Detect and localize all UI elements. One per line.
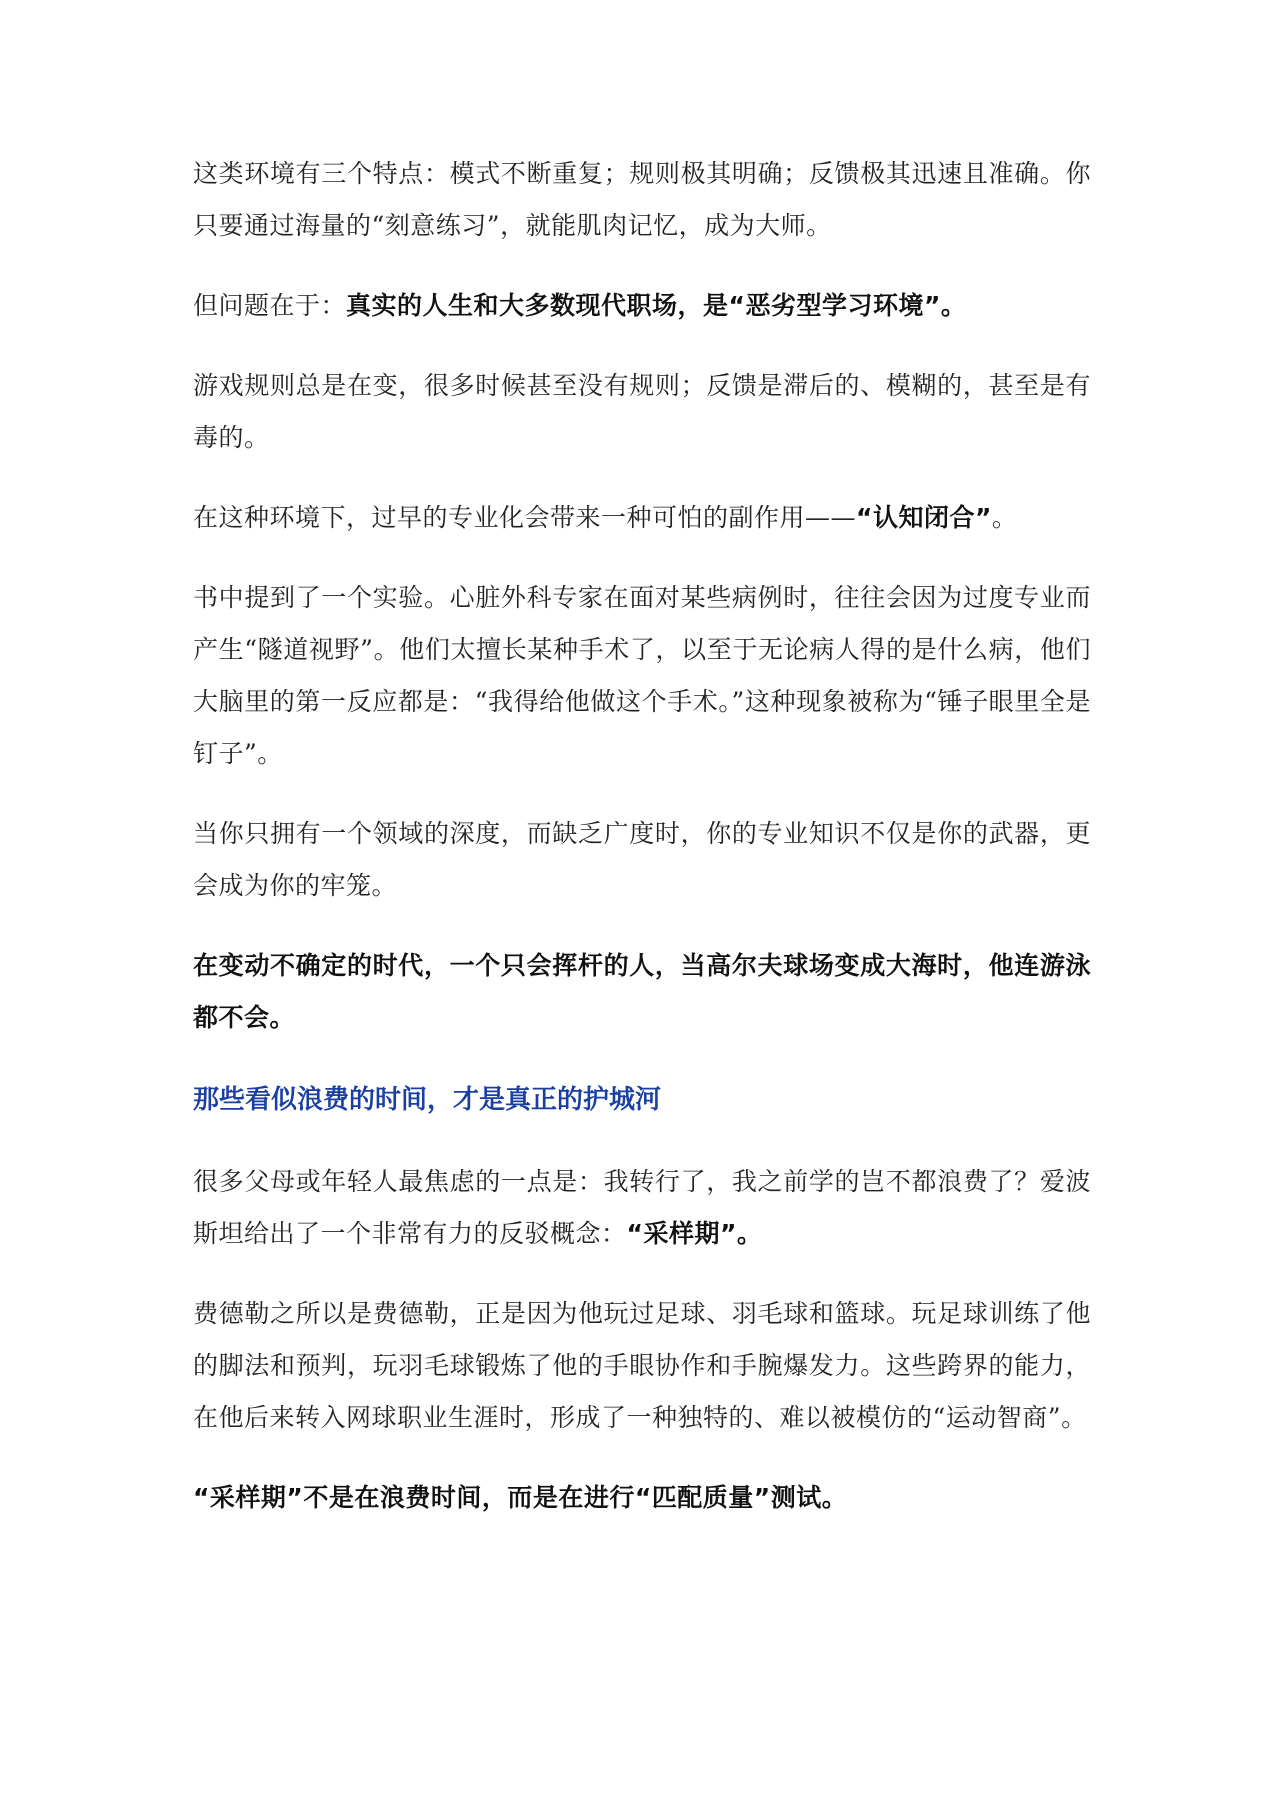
article-body	[193, 148, 1091, 1552]
paragraph-text: 游戏规则总是在变，很多时候甚至没有规则；反馈是滞后的、模糊的，甚至是有毒的。	[193, 371, 1091, 452]
paragraph-text: 当你只拥有一个领域的深度，而缺乏广度时，你的专业知识不仅是你的武器，更会成为你的牢笼。	[193, 819, 1091, 900]
emphasis-text: “采样期”不是在浪费时间，而是在进行“匹配质量”测试。	[193, 1483, 848, 1512]
paragraph-federer	[193, 1288, 1091, 1444]
section-heading: 那些看似浪费的时间，才是真正的护城河	[193, 1085, 662, 1115]
paragraph-match-quality	[193, 1472, 1091, 1524]
paragraph-lead: 但问题在于：	[193, 291, 347, 320]
paragraph-wicked-environment	[193, 280, 1091, 332]
paragraph-kind-environment	[193, 148, 1091, 252]
paragraph-depth-vs-breadth	[193, 808, 1091, 912]
emphasis-text: “认知闭合”	[856, 503, 992, 532]
paragraph-tunnel-vision	[193, 572, 1091, 780]
paragraph-tail: 。	[991, 503, 1018, 532]
emphasis-text: 在变动不确定的时代，一个只会挥杆的人，当高尔夫球场变成大海时，他连游泳都不会。	[193, 951, 1091, 1032]
paragraph-sampling-period	[193, 1156, 1091, 1260]
paragraph-lead: 在这种环境下，过早的专业化会带来一种可怕的副作用——	[193, 503, 857, 532]
paragraph-rules-change	[193, 360, 1091, 464]
paragraph-text: 费德勒之所以是费德勒，正是因为他玩过足球、羽毛球和篮球。玩足球训练了他的脚法和预判，玩羽毛球锻炼了他的手眼协作和手腕爆发力。这些跨界的能力，在他后来转入网球职业生涯时，形成了一种独特的、难以被模仿的“运动智商”。	[193, 1299, 1091, 1432]
paragraph-golf-metaphor	[193, 940, 1091, 1044]
emphasis-text: “采样期”。	[626, 1219, 763, 1248]
paragraph-text: 书中提到了一个实验。心脏外科专家在面对某些病例时，往往会因为过度专业而产生“隧道视野”。他们太擅长某种手术了，以至于无论病人得的是什么病，他们大脑里的第一反应都是：“我得给他做这个手术。”这种现象被称为“锤子眼里全是钉子”。	[193, 583, 1091, 768]
emphasis-text: 真实的人生和大多数现代职场，是“恶劣型学习环境”。	[346, 291, 967, 320]
paragraph-text: 这类环境有三个特点：模式不断重复；规则极其明确；反馈极其迅速且准确。你只要通过海量的“刻意练习”，就能肌肉记忆，成为大师。	[193, 159, 1091, 240]
paragraph-lead: 很多父母或年轻人最焦虑的一点是：我转行了，我之前学的岂不都浪费了？爱波斯坦给出了一个非常有力的反驳概念：	[193, 1167, 1091, 1248]
paragraph-cognitive-closure	[193, 492, 1091, 544]
